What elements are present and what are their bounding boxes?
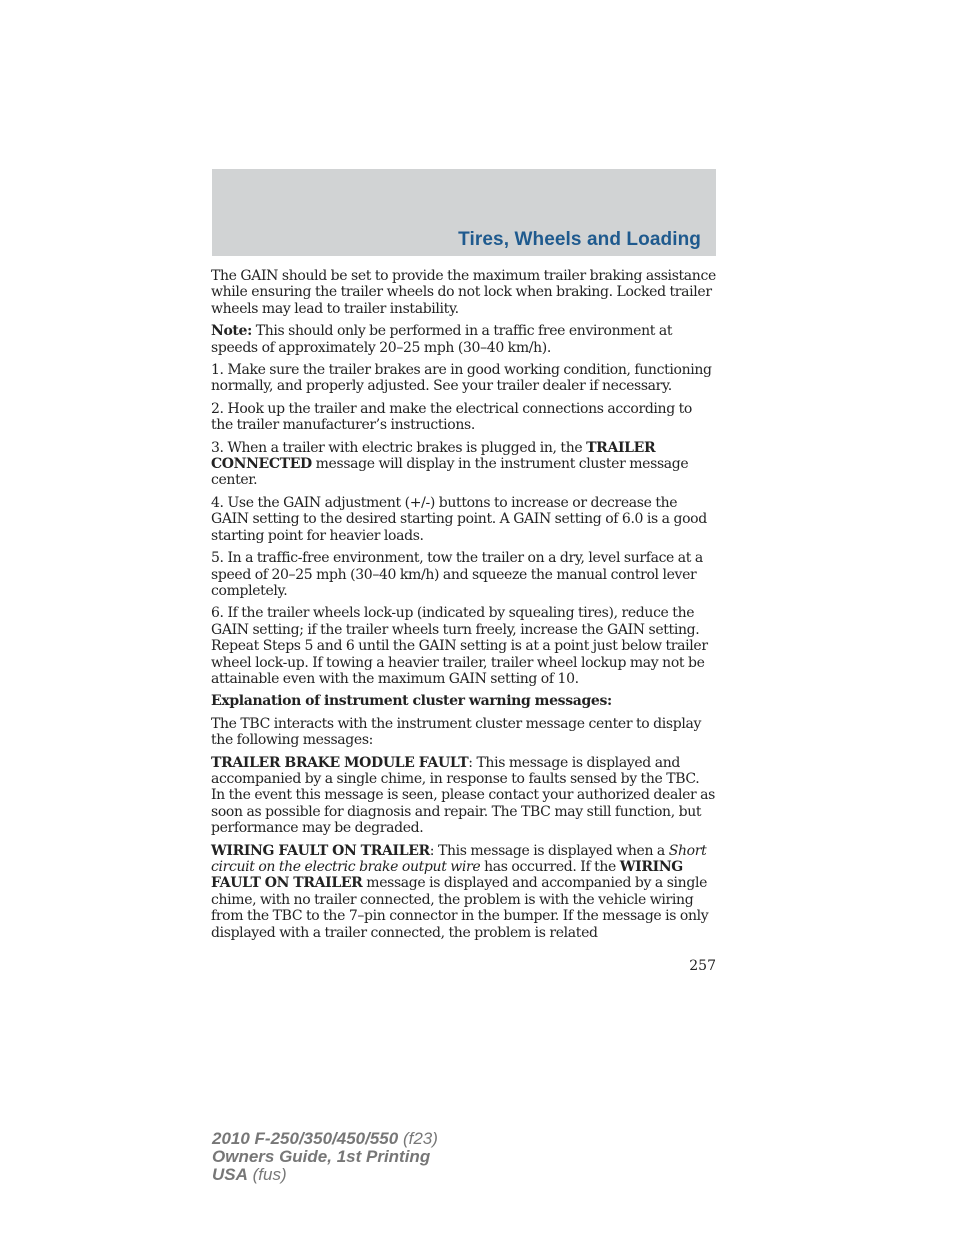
tbc-intro: The TBC interacts with the instrument cluster message center to display the following messages: [211, 715, 702, 749]
wiring-fault-paragraph [211, 843, 716, 941]
footer-line-3 [212, 1166, 438, 1184]
trailer-connected-label: TRAILER CONNECTED [211, 439, 656, 473]
intro-paragraph: The GAIN should be set to provide the maximum trailer braking assistance while ensuring the trailer wheels do not lock when braking. Locked trailer wheels may lead to trailer instability. [211, 268, 716, 317]
module-fault-paragraph [211, 755, 716, 837]
step-6: 6. If the trailer wheels lock-up (indicated by squealing tires), reduce the GAIN setting; if the trailer wheels turn freely, increase the GAIN setting. Repeat Steps 5 and 6 until the GAIN setting is at a point just below trailer wheel lock-up. If towing a heavier trailer, trailer wheel lockup may not be attainable even with the maximum GAIN setting of 10. [211, 605, 708, 687]
explanation-heading [211, 693, 716, 709]
step-3-text-a: 3. When a trailer with electric brakes is plugged in, the [211, 439, 587, 456]
step-2: 2. Hook up the trailer and make the electrical connections according to the trailer manufacturer’s instructions. [211, 400, 692, 434]
note-label: Note: [211, 323, 252, 340]
step-1: 1. Make sure the trailer brakes are in good working condition, functioning normally, and properly adjusted. See your trailer dealer if necessary. [211, 362, 712, 395]
note-paragraph [211, 323, 716, 356]
footer-region-code: (fus) [247, 1165, 287, 1184]
step-5: 5. In a traffic-free environment, tow the trailer on a dry, level surface at a speed of 20–25 mph (30–40 km/h) and squeeze the manual control lever completely. [211, 550, 703, 599]
wiring-fault-label-2: WIRING FAULT ON TRAILER [211, 859, 683, 892]
wiring-italic: Short circuit on the electric brake output wire [211, 842, 707, 875]
page-body [211, 268, 716, 947]
footer-region: USA [212, 1165, 248, 1184]
wiring-text-a: : This message is displayed when a [429, 842, 669, 859]
wiring-text-b: has occurred. If the [480, 859, 620, 875]
step-3-text-c: message will display in the instrument cluster message center. [211, 456, 689, 489]
footer-model-code: (f23) [398, 1129, 438, 1148]
document-footer [212, 1130, 438, 1184]
footer-line-2: Owners Guide, 1st Printing [212, 1147, 431, 1166]
step-4: 4. Use the GAIN adjustment (+/-) buttons to increase or decrease the GAIN setting to the desired starting point. A GAIN setting of 6.0 is a good starting point for heavier loads. [211, 494, 707, 544]
wiring-text-c: message is displayed and accompanied by a single chime, with no trailer connected, the problem is with the vehicle wiring from the TBC to the 7–pin connector in the bumper. If the message is only displayed with a trailer connected, the problem is related [211, 875, 709, 941]
wiring-fault-label: WIRING FAULT ON TRAILER [211, 842, 430, 859]
page-number: 257 [689, 958, 716, 974]
section-title: Tires, Wheels and Loading [458, 229, 701, 250]
step-3 [211, 440, 716, 489]
explanation-heading-text: Explanation of instrument cluster warning messages: [211, 693, 612, 710]
note-text: This should only be performed in a traffic free environment at speeds of approximately 20–25 mph (30–40 km/h). [211, 323, 673, 356]
module-fault-label: TRAILER BRAKE MODULE FAULT [211, 754, 469, 771]
footer-line-1 [212, 1130, 438, 1148]
footer-model: 2010 F-250/350/450/550 [212, 1129, 399, 1148]
section-header-band [212, 169, 716, 256]
module-fault-text: : This message is displayed and accompanied by a single chime, in response to faults sensed by the TBC. In the event this message is seen, please contact your authorized dealer as soon as possible for diagnosis and repair. The TBC may still function, but performance may be degraded. [211, 754, 715, 837]
